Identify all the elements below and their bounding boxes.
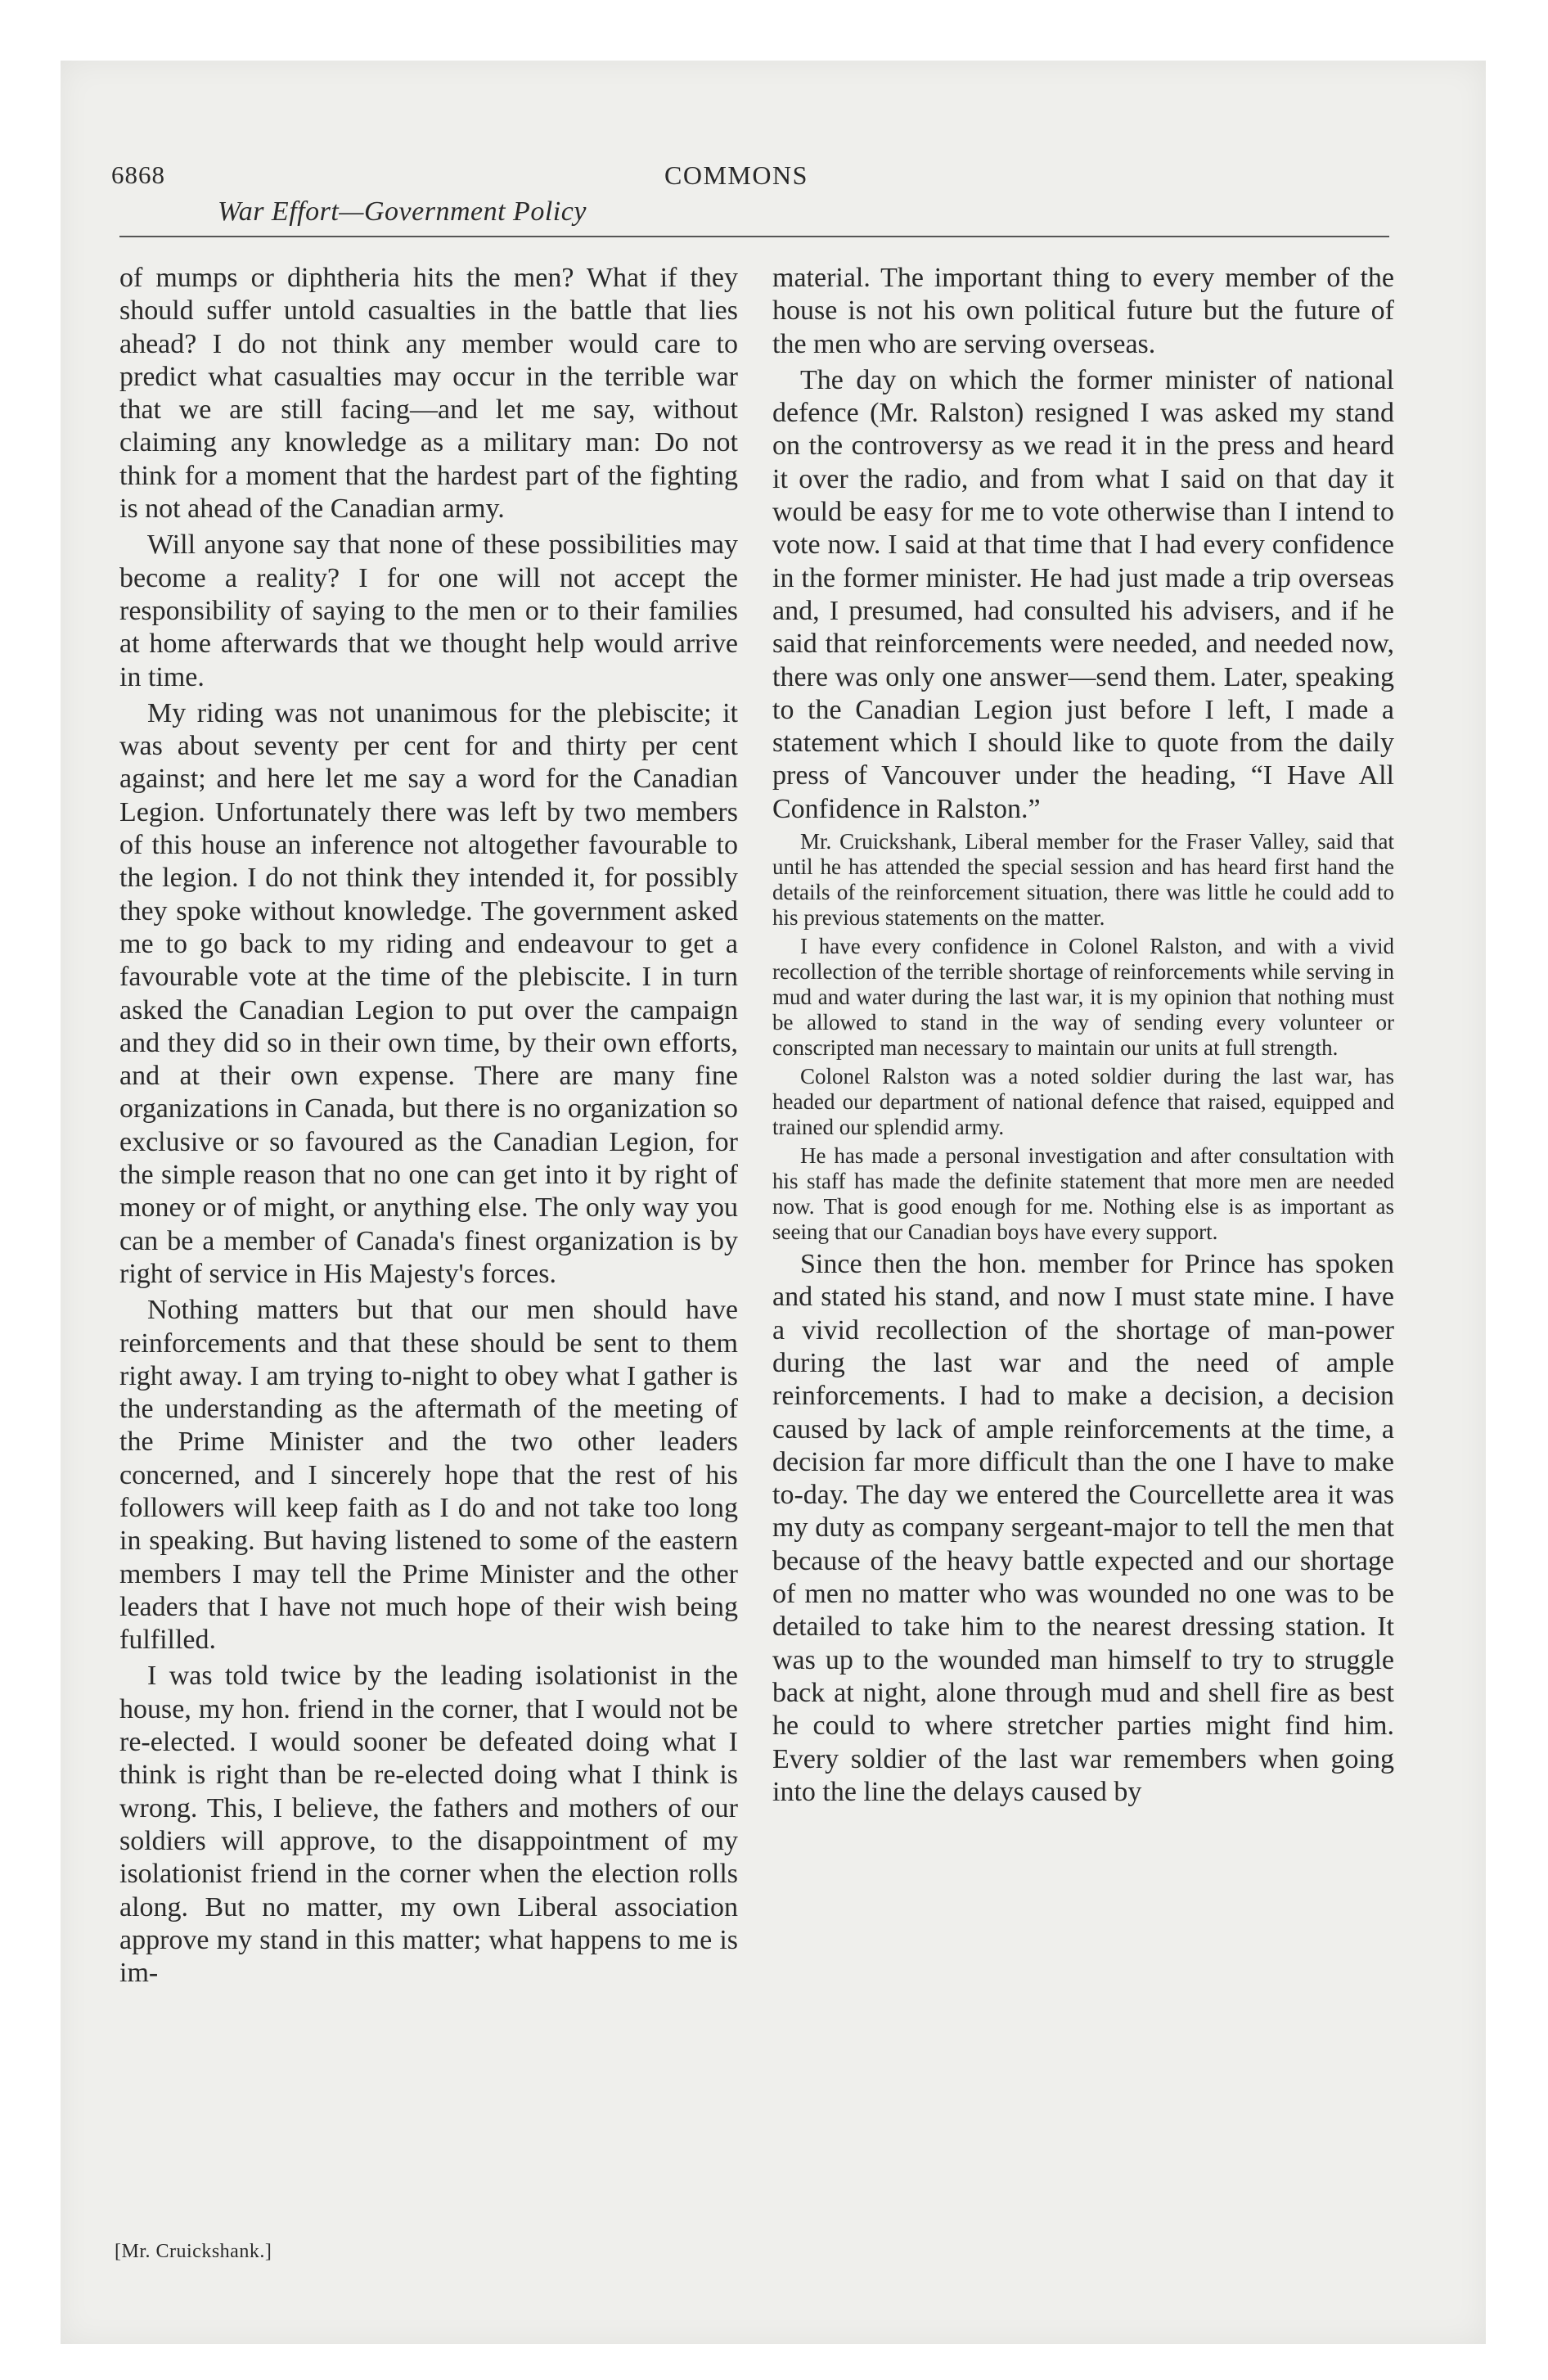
paragraph: Since then the hon. member for Prince has spoken and stated his stand, and now I must state mine. I have a vivid recollection of the shortage of man-power during the last war and the need of ample reinforcements. I had to make a decision, a decision caused by lack of ample reinforcements at the time, a decision far more difficult than the one I have to make to-day. The day we entered the Courcellette area it was my duty as company sergeant-major to tell the men that because of the heavy battle expected and our shortage of men no matter who was wounded no one was to be detailed to take him to the nearest dressing station. It was up to the wounded man himself to try to struggle back at night, alone through mud and shell fire as best he could to where stretcher parties might find him. Every soldier of the last war remembers when going into the line the delays caused by — [772, 1249, 1394, 1807]
quoted-paragraph: Colonel Ralston was a noted soldier during the last war, has headed our department of national defence that raised, equipped and trained our splendid army. — [772, 1064, 1394, 1140]
page-number: 6868 — [111, 160, 165, 189]
house-heading: COMMONS — [664, 160, 808, 190]
quoted-paragraph: Mr. Cruickshank, Liberal member for the Fraser Valley, said that until he has attended the special session and has heard first hand the details of the reinforcement situation, there was little he could add to his previous statements on the matter. — [772, 829, 1394, 931]
paragraph: material. The important thing to every member of the house is not his own political future but the future of the men who are serving overseas. — [772, 263, 1394, 359]
right-column — [772, 262, 1394, 2169]
paragraph: I was told twice by the leading isolationist in the house, my hon. friend in the corner, that I would not be re-elected. I would sooner be defeated doing what I think is right than be re-elected doing what I think is wrong. This, I believe, the fathers and mothers of our soldiers will approve, to the disappointment of my isolationist friend in the corner when the election rolls along. But no matter, my own Liberal association approve my stand in this matter; what happens to me is im- — [119, 1661, 738, 1989]
paragraph: of mumps or diphtheria hits the men? What if they should suffer untold casualties in the battle that lies ahead? I do not think any member would care to predict what casualties may occur in the terrible war that we are still facing—and let me say, without claiming any knowledge as a military man: Do not think for a moment that the hardest part of the fighting is not ahead of the Canadian army. — [119, 263, 738, 525]
quoted-paragraph: I have every confidence in Colonel Ralston, and with a vivid recollection of the terrible shortage of reinforcements while serving in mud and water during the last war, it is my opinion that nothing must be allowed to stand in the way of sending every volunteer or conscripted man necessary to maintain our units at full strength. — [772, 934, 1394, 1061]
paragraph: Will anyone say that none of these possibilities may become a reality? I for one will not accept the responsibility of saying to the men or to their families at home afterwards that we thought help would arrive in time. — [119, 530, 738, 692]
paragraph: Nothing matters but that our men should have reinforcements and that these should be sent to them right away. I am trying to-night to obey what I gather is the understanding as the aftermath of the meeting of the Prime Minister and the two other leaders concerned, and I sincerely hope that the rest of his followers will keep faith as I do and not take too long in speaking. But having listened to some of the eastern members I may tell the Prime Minister and the other leaders that I have not much hope of their wish being fulfilled. — [119, 1295, 738, 1656]
paragraph: My riding was not unanimous for the plebiscite; it was about seventy per cent for and thirty per cent against; and here let me say a word for the Canadian Legion. Unfortunately there was left by two members of this house an inference not altogether favourable to the legion. I do not think they intended it, for possibly they spoke without knowledge. The government asked me to go back to my riding and endeavour to get a favourable vote at the time of the plebiscite. I in turn asked the Canadian Legion to put over the campaign and they did so in their own time, by their own efforts, and at their own expense. There are many fine organizations in Canada, but there is no organization so exclusive or so favoured as the Canadian Legion, for the simple reason that no one can get into it by right of money or of might, or anything else. The only way you can be a member of Canada's finest organization is by right of service in His Majesty's forces. — [119, 697, 738, 1289]
paragraph: The day on which the former minister of national defence (Mr. Ralston) resigned I was asked my stand on the controversy as we read it in the press and heard it over the radio, and from what I said on that day it would be easy for me to vote otherwise than I intend to vote now. I said at that time that I had every confidence in the former minister. He had just made a trip overseas and, I presumed, had consulted his advisers, and if he said that reinforcements were needed, and needed now, there was only one answer—send them. Later, speaking to the Canadian Legion just before I left, I made a statement which I should like to quote from the daily press of Vancouver under the heading, “I Have All Confidence in Ralston.” — [772, 364, 1394, 824]
running-subject-heading: War Effort—Government Policy — [218, 196, 587, 227]
left-column — [119, 262, 738, 2169]
header-rule — [119, 236, 1389, 237]
quoted-paragraph: He has made a personal investigation and after consultation with his staff has made the definite statement that more men are needed now. That is good enough for me. Nothing else is as important as seeing that our Canadian boys have every support. — [772, 1143, 1394, 1245]
speaker-footer: [Mr. Cruickshank.] — [115, 2241, 272, 2262]
